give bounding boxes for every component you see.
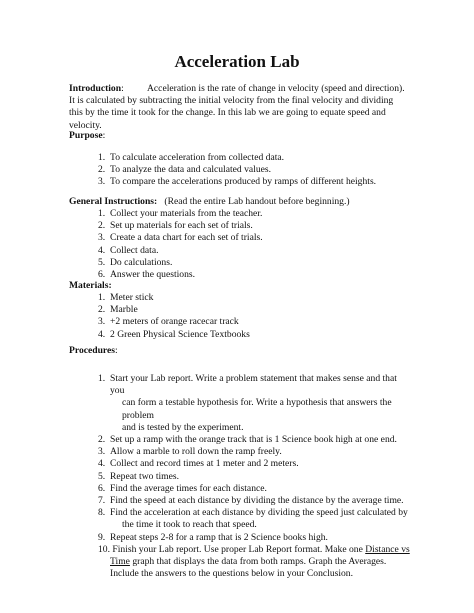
procedure-step-9: 9. Repeat steps 2-8 for a ramp that is 2 Science books high. — [98, 531, 328, 543]
purpose-item-1: 1. To calculate acceleration from collected data. — [98, 152, 285, 163]
instruction-item-text: Set up materials for each set of trials. — [110, 220, 253, 232]
procedure-step-8: 8. Find the acceleration at each distance by dividing the speed just calculated by the time it took to reach that speed. — [98, 507, 410, 531]
material-item-1: 1. Meter stick — [98, 292, 154, 303]
purpose-item-2: 2. To analyze the data and calculated values. — [98, 164, 272, 176]
instruction-item-6: 6. Answer the questions. — [98, 269, 195, 281]
purpose-item-3: 3. To compare the accelerations produced by ramps of different heights. — [98, 176, 377, 188]
procedure-step-text: Repeat steps 2-8 for a ramp that is 2 Science books high. — [110, 531, 328, 543]
purpose-item-text: To compare the accelerations produced by ramps of different heights. — [110, 176, 377, 188]
procedure-step-text: Find the speed at each distance by dividing the distance by the average time. — [110, 495, 404, 507]
distance-vs-link-text: Distance vs — [365, 543, 410, 555]
instruction-item-1: 1. Collect your materials from the teacher. — [98, 208, 263, 219]
procedure-step-text: Find the acceleration at each distance by dividing the speed just calculated by — [110, 507, 408, 519]
material-item-text: Marble — [110, 304, 138, 316]
procedure-step-text: Find the average times for each distance. — [110, 482, 267, 494]
general-instructions-heading: General Instructions: (Read the entire Lab handout before beginning.) — [69, 196, 350, 207]
procedure-step-10-line3: Include the answers to the questions below in your Conclusion. — [110, 568, 354, 580]
purpose-label: Purpose — [69, 130, 103, 141]
introduction-label: Introduction — [69, 83, 122, 94]
purpose-item-text: To analyze the data and calculated values. — [110, 164, 272, 176]
procedure-step-5: 5. Repeat two times. — [98, 470, 180, 482]
instruction-item-text: Collect your materials from the teacher. — [110, 208, 263, 219]
material-item-text: +2 meters of orange racecar track — [110, 316, 239, 328]
procedure-step-text: Collect and record times at 1 meter and 2 meters. — [110, 458, 299, 470]
instruction-item-2: 2. Set up materials for each set of trials. — [98, 220, 253, 232]
purpose-heading: Purpose: — [69, 130, 106, 141]
materials-heading: Materials: — [69, 280, 112, 291]
procedures-heading: Procedures: — [69, 345, 118, 356]
material-item-text: 2 Green Physical Science Textbooks — [110, 328, 250, 340]
materials-list — [98, 292, 398, 341]
procedure-step-continuation: and is tested by the experiment. — [122, 421, 244, 433]
procedure-step-10-text: Finish your Lab report. Use proper Lab Report format. Make one — [112, 543, 363, 555]
introduction-section: Introduction: Acceleration is the rate of change in velocity (speed and direction). It is calculated by subtracting the initial velocity from the final velocity and dividing this by the time it took for the change. In this lab we are going to equate speed and velocity. — [69, 83, 405, 131]
instruction-item-text: Do calculations. — [110, 256, 173, 268]
material-item-2: 2. Marble — [98, 304, 138, 316]
introduction-text: Acceleration is the rate of change in velocity (speed and direction). It is calculated by subtracting the initial velocity from the final velocity and dividing this by the time it took for the change. In this lab we are going to equate speed and velocity. — [69, 83, 405, 131]
page-title: Acceleration Lab — [174, 52, 300, 71]
procedures-list — [98, 373, 410, 580]
instruction-item-text: Answer the questions. — [110, 269, 195, 281]
procedure-step-7: 7. Find the speed at each distance by dividing the distance by the average time. — [98, 495, 404, 507]
general-instructions-note: (Read the entire Lab handout before beginning.) — [164, 196, 350, 207]
time-link-text: Time — [110, 556, 130, 568]
general-instructions-list — [98, 208, 398, 281]
procedure-step-3: 3. Allow a marble to roll down the ramp freely. — [98, 446, 282, 458]
general-instructions-label: General Instructions — [69, 196, 155, 207]
instruction-item-5: 5. Do calculations. — [98, 256, 173, 268]
materials-label: Materials — [69, 280, 109, 291]
material-item-4: 4. 2 Green Physical Science Textbooks — [98, 328, 250, 340]
procedure-step-text: Set up a ramp with the orange track that is 1 Science book high at one end. — [110, 434, 397, 446]
procedure-step-continuation: the time it took to reach that speed. — [122, 519, 257, 531]
material-item-text: Meter stick — [110, 292, 154, 303]
procedure-step-text: Start your Lab report. Write a problem statement that makes sense and that you — [110, 373, 397, 397]
procedure-step-4: 4. Collect and record times at 1 meter and 2 meters. — [98, 458, 299, 470]
procedure-step-continuation: can form a testable hypothesis for. Write a hypothesis that answers the problem — [122, 397, 392, 421]
instruction-item-text: Create a data chart for each set of trials. — [110, 232, 263, 244]
procedure-step-10: 10. Finish your Lab report. Use proper Lab Report format. Make one Distance vs Time graph that displays the data from both ramps. Graph the Averages. Include the answers to the questions below in your Conclusion. — [98, 543, 410, 580]
procedure-step-2: 2. Set up a ramp with the orange track that is 1 Science book high at one end. — [98, 434, 397, 446]
instruction-item-3: 3. Create a data chart for each set of trials. — [98, 232, 263, 244]
material-item-3: 3. +2 meters of orange racecar track — [98, 316, 239, 328]
procedure-step-10-cont: graph that displays the data from both ramps. Graph the Averages. — [132, 556, 387, 568]
procedure-step-6: 6. Find the average times for each distance. — [98, 482, 267, 494]
procedure-step-text: Repeat two times. — [110, 470, 180, 482]
procedure-step-text: Allow a marble to roll down the ramp freely. — [110, 446, 282, 458]
purpose-list — [98, 152, 398, 189]
instruction-item-text: Collect data. — [110, 244, 159, 256]
purpose-item-text: To calculate acceleration from collected data. — [110, 152, 285, 163]
procedure-step-1: 1. Start your Lab report. Write a problem statement that makes sense and that you can form a testable hypothesis for. Write a hypothesis that answers the problem and is tested by the experiment. — [98, 373, 410, 434]
procedures-label: Procedures — [69, 345, 116, 356]
instruction-item-4: 4. Collect data. — [98, 244, 159, 256]
